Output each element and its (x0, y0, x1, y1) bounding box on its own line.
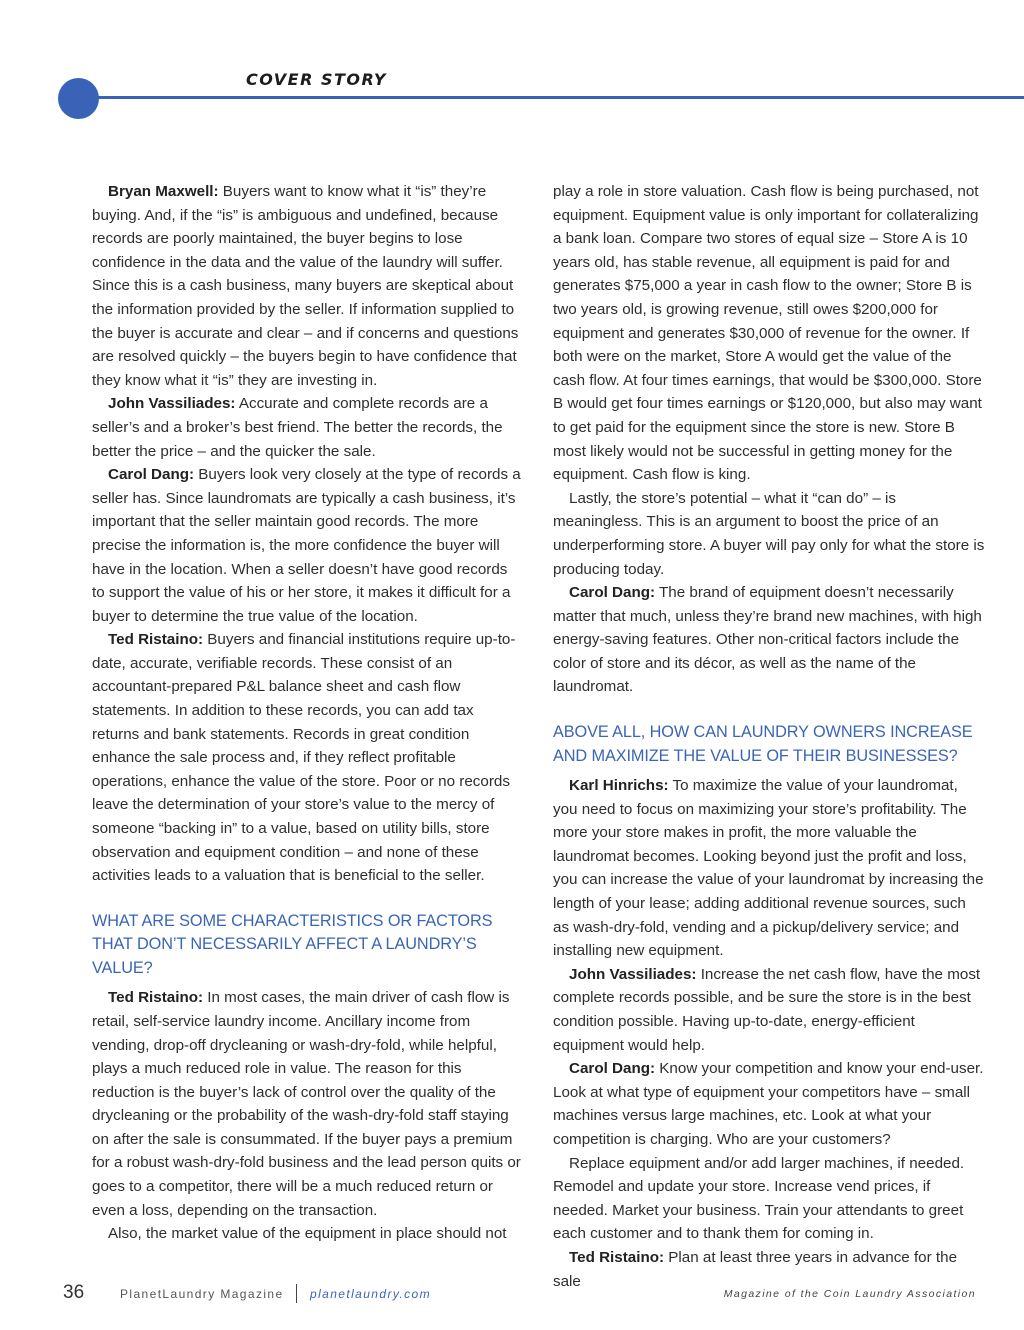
answer-paragraph (92, 463, 524, 628)
speaker-name: Ted Ristaino: (108, 631, 204, 649)
body-paragraph: Also, the market value of the equipment in place should not (108, 1225, 507, 1243)
answer-text: Buyers want to know what it “is” they’re buying. And, if the “is” is ambiguous and undefined, because records are poorly maintained, the buyer begins to lose confidence in the data and the value of the laundry will suffer. Since this is a cash business, many buyers are skeptical about the information provided by the seller. If information supplied to the buyer is accurate and clear – and if concerns and questions are resolved quickly – the buyers begin to have confidence that they know what it “is” they are investing in. (92, 183, 519, 389)
answer-text: Plan at least three years in advance for the sale (553, 1248, 958, 1290)
answer-paragraph (92, 180, 524, 392)
answer-text: Increase the net cash flow, have the most complete records possible, and be sure the store is in the best condition possible. Having up-to-date, energy-efficient equipment would help. (553, 965, 981, 1054)
website-link[interactable]: planetlaundry.com (310, 1287, 431, 1301)
speaker-name: John Vassiliades: (108, 395, 236, 413)
body-paragraph: Replace equipment and/or add larger machines, if needed. Remodel and update your store. Increase vend prices, if needed. Market your business. Train your attendants to greet each customer and to thank them for coming in. (553, 1154, 965, 1243)
answer-text: The brand of equipment doesn’t necessarily matter that much, unless they’re brand new machines, with high energy-saving features. Other non-critical factors include the color of store and its décor, as well as the name of the laundromat. (553, 584, 982, 696)
speaker-name: Ted Ristaino: (569, 1248, 665, 1266)
page-number: 36 (63, 1282, 85, 1303)
footer-divider (296, 1284, 297, 1303)
answer-text: Buyers look very closely at the type of records a seller has. Since laundromats are typically a cash business, it’s important that the seller maintain good records. The more precise the information is, the more confidence the buyer will have in the location. When a seller doesn’t have good records to support the value of his or her store, it makes it difficult for a buyer to determine the true value of the location. (92, 466, 521, 625)
answer-paragraph (553, 1057, 985, 1151)
answer-text: To maximize the value of your laundromat, you need to focus on maximizing your store’s profitability. The more your store makes in profit, the more valuable the laundromat becomes. Looking beyond just the profit and loss, you can increase the value of your laundromat by increasing the length of your lease; adding additional revenue sources, such as wash-dry-fold, vending and a pickup/delivery service; and installing new equipment. (553, 777, 984, 960)
answer-text: Buyers and financial institutions require up-to-date, accurate, verifiable records. These consist of an accountant-prepared P&L balance sheet and cash flow statements. In addition to these records, you can add tax returns and bank statements. Records in great condition enhance the sale process and, if they reflect profitable operations, enhance the value of the store. Poor or no records leave the determination of your store’s value to the mercy of someone “backing in” to a value, based on utility bills, store observation and equipment condition – and none of these activities leads to a valuation that is beneficial to the seller. (92, 631, 516, 885)
association-tagline: Magazine of the Coin Laundry Association (723, 1288, 976, 1300)
answer-text: Know your competition and know your end-user. Look at what type of equipment your competitors have – small machines versus large machines, etc. Look at what your competition is charging. Who are your customers? (553, 1060, 984, 1148)
answer-paragraph (553, 774, 985, 963)
body-paragraph: Lastly, the store’s potential – what it “can do” – is meaningless. This is an argument to boost the price of an underperforming store. A buyer will pay only for what the store is producing today. (553, 489, 985, 578)
question-heading: WHAT ARE SOME CHARACTERISTICS OR FACTORS THAT DON’T NECESSARILY AFFECT A LAUNDRY’S VALUE? (92, 911, 493, 977)
answer-paragraph (553, 581, 985, 699)
speaker-name: John Vassiliades: (569, 965, 697, 983)
body-paragraph: play a role in store valuation. Cash flow is being purchased, not equipment. Equipment value is only important for collateralizing a bank loan. Compare two stores of equal size – Store A is 10 years old, has stable revenue, all equipment is paid for and generates $75,000 a year in cash flow to the owner; Store B is two years old, is growing revenue, still owes $200,000 for equipment and generates $30,000 of revenue for the owner. If both were on the market, Store A would get the value of the cash flow. At four times earnings, that would be $300,000. Store B would get four times earnings or $120,000, but also may want to get paid for the equipment since the store is new. Store B most likely would not be successful in getting money for the equipment. Cash flow is king. (553, 183, 982, 484)
answer-paragraph (92, 392, 524, 463)
answer-paragraph (92, 986, 524, 1222)
speaker-name: Ted Ristaino: (108, 989, 204, 1007)
speaker-name: Karl Hinrichs: (569, 777, 669, 795)
header-rule (96, 96, 1024, 99)
speaker-name: Carol Dang: (569, 1060, 656, 1078)
speaker-name: Bryan Maxwell: (108, 183, 219, 200)
magazine-name: PlanetLaundry Magazine (120, 1287, 284, 1301)
page-footer (0, 1282, 1024, 1306)
answer-text: In most cases, the main driver of cash flow is retail, self-service laundry income. Ancillary income from vending, drop-off drycleaning or wash-dry-fold, while helpful, plays a much reduced role in value. The reason for this reduction is the buyer’s lack of control over the quality of the drycleaning or the probability of the wash-dry-fold staff staying on after the sale is consummated. If the buyer pays a premium for a robust wash-dry-fold business and the lead person quits or goes to a competitor, there will be a much reduced return or even a loss, depending on the transaction. (92, 989, 521, 1219)
answer-paragraph (92, 628, 524, 888)
answer-text: Accurate and complete records are a seller’s and a broker’s best friend. The better the records, the better the price – and the quicker the sale. (92, 395, 503, 460)
speaker-name: Carol Dang: (108, 466, 195, 484)
speaker-name: Carol Dang: (569, 584, 656, 602)
section-label: COVER STORY (246, 70, 387, 89)
right-column (553, 180, 985, 1293)
header-dot (58, 78, 99, 119)
question-heading: ABOVE ALL, HOW CAN LAUNDRY OWNERS INCREASE AND MAXIMIZE THE VALUE OF THEIR BUSINESSES? (553, 723, 973, 765)
answer-paragraph (553, 963, 985, 1057)
left-column (92, 180, 524, 1246)
